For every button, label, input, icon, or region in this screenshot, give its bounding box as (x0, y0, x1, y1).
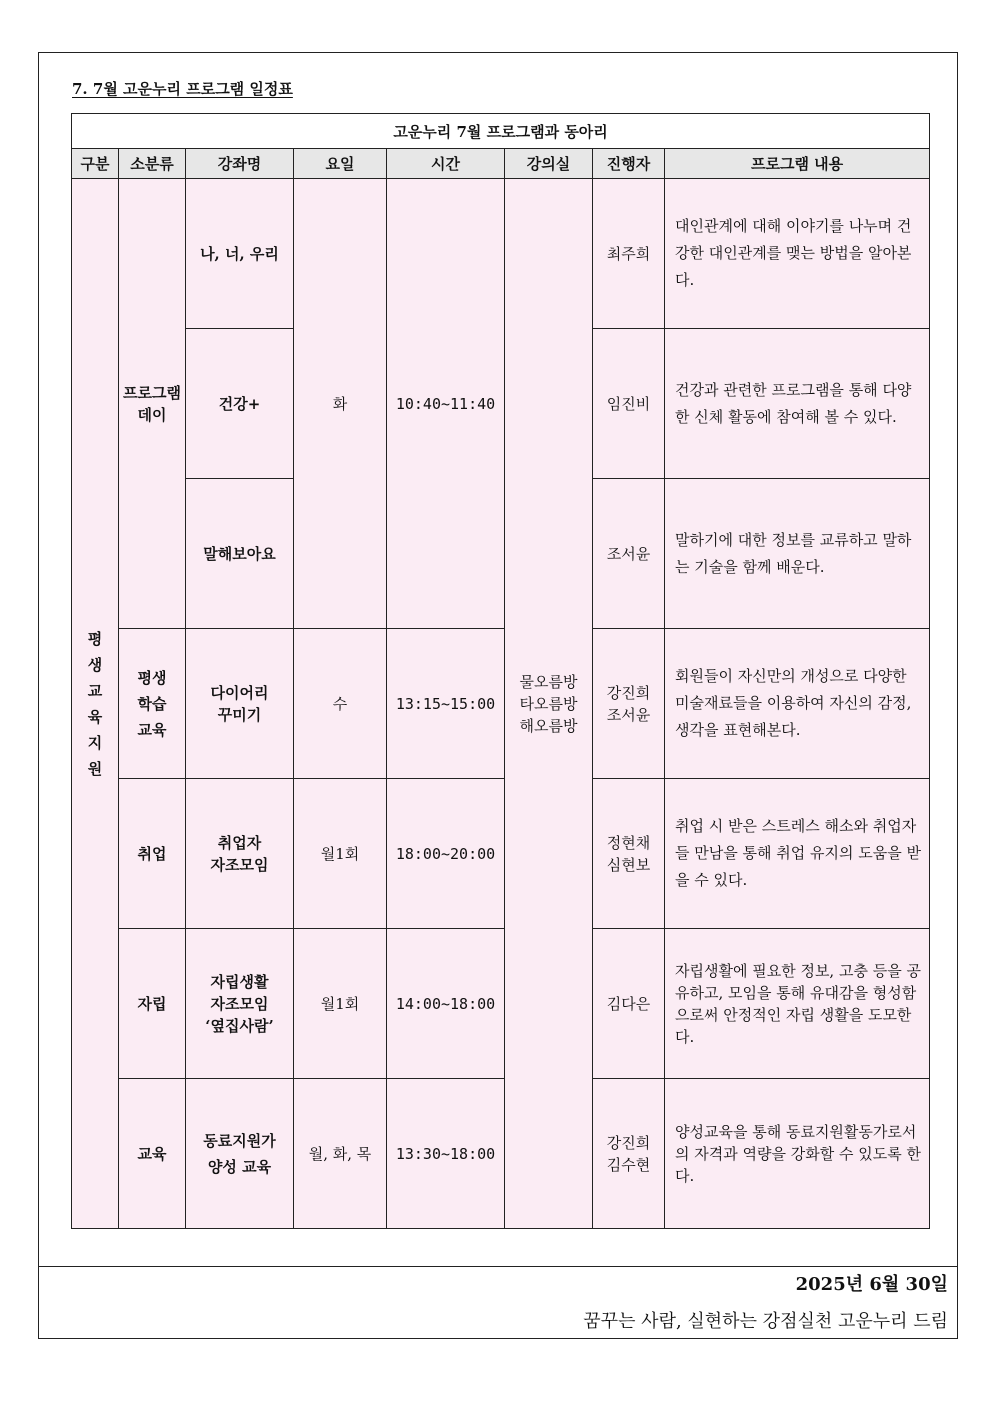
table-row (72, 179, 930, 329)
course-name: 취업자 자조모임 (186, 779, 294, 929)
header-course: 강좌명 (186, 149, 294, 179)
course-name: 나, 너, 우리 (186, 179, 294, 329)
header-instructor: 진행자 (593, 149, 665, 179)
header-subcategory: 소분류 (119, 149, 186, 179)
table-row (72, 629, 930, 779)
category-label: 평생교육지원 (87, 629, 103, 778)
subcategory-employment: 취업 (119, 779, 186, 929)
day-cell: 화 (294, 179, 387, 629)
content-cell: 취업 시 받은 스트레스 해소와 취업자들 만남을 통해 취업 유지의 도움을 받을 수 있다. (665, 779, 930, 929)
instructor-cell: 최주희 (593, 179, 665, 329)
section-title: 7. 7월 고운누리 프로그램 일정표 (72, 80, 293, 98)
course-name: 동료지원가 양성 교육 (186, 1079, 294, 1229)
table-title: 고운누리 7월 프로그램과 동아리 (72, 114, 930, 149)
header-time: 시간 (387, 149, 505, 179)
course-name: 자립생활 자조모임 ‘옆집사람’ (186, 929, 294, 1079)
instructor-cell: 강진희 조서윤 (593, 629, 665, 779)
content-cell: 자립생활에 필요한 정보, 고충 등을 공유하고, 모임을 통해 유대감을 형성함으로써 안정적인 자립 생활을 도모한다. (665, 929, 930, 1079)
header-category: 구분 (72, 149, 119, 179)
content-cell: 대인관계에 대해 이야기를 나누며 건강한 대인관계를 맺는 방법을 알아본다. (665, 179, 930, 329)
instructor-cell: 임진비 (593, 329, 665, 479)
room-cell: 물오름방 타오름방 해오름방 (505, 179, 593, 1229)
day-cell: 월1회 (294, 929, 387, 1079)
subcategory-program-day: 프로그램 데이 (119, 179, 186, 629)
instructor-cell: 강진희 김수현 (593, 1079, 665, 1229)
time-cell: 10:40~11:40 (387, 179, 505, 629)
content-cell: 말하기에 대한 정보를 교류하고 말하는 기술을 함께 배운다. (665, 479, 930, 629)
content-cell: 회원들이 자신만의 개성으로 다양한 미술재료들을 이용하여 자신의 감정, 생각을 표현해본다. (665, 629, 930, 779)
footer-divider (38, 1266, 958, 1267)
instructor-cell: 조서윤 (593, 479, 665, 629)
time-cell: 14:00~18:00 (387, 929, 505, 1079)
content-cell: 건강과 관련한 프로그램을 통해 다양한 신체 활동에 참여해 볼 수 있다. (665, 329, 930, 479)
header-room: 강의실 (505, 149, 593, 179)
instructor-cell: 정현채 심현보 (593, 779, 665, 929)
time-cell: 13:15~15:00 (387, 629, 505, 779)
instructor-cell: 김다은 (593, 929, 665, 1079)
day-cell: 수 (294, 629, 387, 779)
time-cell: 13:30~18:00 (387, 1079, 505, 1229)
content-cell: 양성교육을 통해 동료지원활동가로서의 자격과 역량을 강화할 수 있도록 한다. (665, 1079, 930, 1229)
category-cell (72, 179, 119, 1229)
course-name: 건강+ (186, 329, 294, 479)
day-cell: 월1회 (294, 779, 387, 929)
subcategory-lifelong: 평생 학습 교육 (119, 629, 186, 779)
subcategory-education: 교육 (119, 1079, 186, 1229)
course-name: 다이어리 꾸미기 (186, 629, 294, 779)
header-day: 요일 (294, 149, 387, 179)
table-row (72, 929, 930, 1079)
footer-date: 2025년 6월 30일 (795, 1274, 948, 1295)
time-cell: 18:00~20:00 (387, 779, 505, 929)
table-row (72, 1079, 930, 1229)
program-schedule-table (71, 113, 930, 1229)
footer-slogan: 꿈꾸는 사람, 실현하는 강점실천 고운누리 드림 (583, 1311, 948, 1332)
course-name: 말해보아요 (186, 479, 294, 629)
subcategory-independence: 자립 (119, 929, 186, 1079)
header-content: 프로그램 내용 (665, 149, 930, 179)
day-cell: 월, 화, 목 (294, 1079, 387, 1229)
table-row (72, 779, 930, 929)
